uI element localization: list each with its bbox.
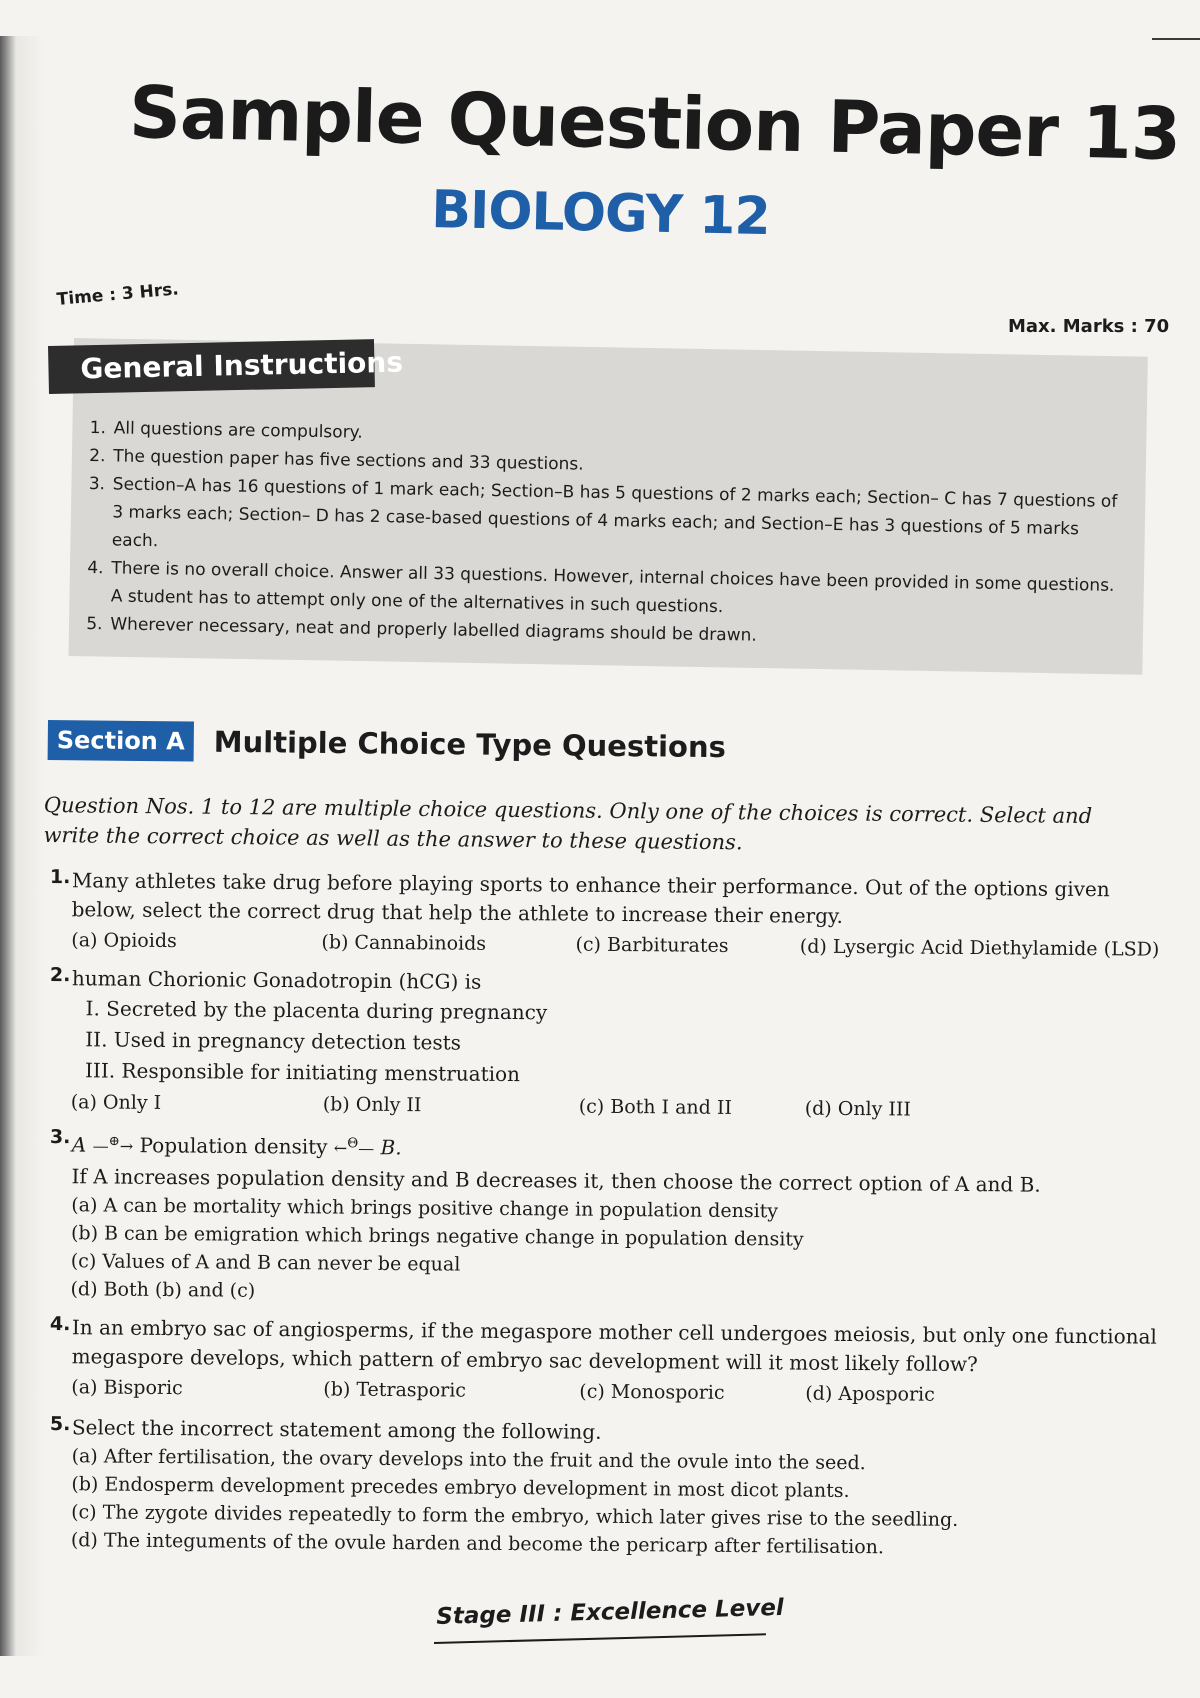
question-5 [49, 1413, 1160, 1564]
instruction-number: 5. [86, 613, 103, 635]
footer-underline [434, 1633, 766, 1644]
statement: III. Responsible for initiating menstruation [84, 1058, 521, 1087]
general-instructions-heading: General Instructions [48, 339, 375, 394]
equation-b: B. [380, 1135, 402, 1160]
max-marks: Max. Marks : 70 [1008, 316, 1170, 337]
statement: II. Used in pregnancy detection tests [85, 1027, 462, 1055]
instruction-number: 1. [89, 417, 107, 439]
page-footer: Stage III : Excellence Level [436, 1594, 785, 1630]
page-fold-mark [1152, 38, 1200, 40]
option-a: (a) After fertilisation, the ovary develops into the fruit and the ovule into the seed. [71, 1445, 866, 1475]
minus-sign: Θ [347, 1136, 359, 1152]
page-title: Sample Question Paper 13 [128, 70, 1181, 176]
general-instructions-list [86, 414, 1130, 656]
option-b: (b) B can be emigration which brings negative change in population density [70, 1222, 804, 1251]
option-a: (a) Opioids [71, 929, 177, 953]
instruction-text: All questions are compulsory. [113, 418, 363, 443]
instruction-number: 4. [87, 557, 104, 579]
question-number: 4. [49, 1313, 71, 1336]
section-tag: Section A [48, 720, 194, 762]
question-text: Select the incorrect statement among the following. [71, 1415, 602, 1445]
statement: I. Secreted by the placenta during pregnancy [85, 996, 548, 1025]
option-c: (c) Both I and II [578, 1095, 733, 1119]
instruction-number: 2. [89, 445, 106, 467]
option-d: (d) Only III [804, 1097, 912, 1121]
question-number: 5. [49, 1413, 71, 1436]
option-a: (a) A can be mortality which brings positive change in population density [71, 1194, 779, 1223]
question-number: 3. [49, 1126, 71, 1149]
option-d: (d) Both (b) and (c) [70, 1278, 256, 1303]
option-c: (c) Monosporic [579, 1380, 725, 1405]
question-text: If A increases population density and B decreases it, then choose the correct option of A and B. [71, 1164, 1041, 1197]
section-title: Multiple Choice Type Questions [213, 724, 727, 765]
option-b: (b) Cannabinoids [321, 931, 487, 955]
option-b: (b) Tetrasporic [323, 1378, 467, 1402]
option-b: (b) Only II [322, 1093, 422, 1117]
option-c: (c) The zygote divides repeatedly to form the embryo, which later gives rise to the seedling. [71, 1501, 959, 1532]
option-d: (d) Aposporic [805, 1382, 935, 1407]
instruction-text: Section–A has 16 questions of 1 mark each; Section–B has 5 questions of 2 marks each; Section– C has 7 questions of 3 marks each; Section– D has 2 case-based questions of 4 marks each; and Section–E has 3 questions of 5 marks each. [111, 474, 1118, 552]
option-d: (d) The integuments of the ovule harden and become the pericarp after fertilisation. [70, 1529, 885, 1559]
question-text: Many athletes take drug before playing sports to enhance their performance. Out of the options given below, select the correct drug that help the athlete to increase their energy. [71, 868, 1110, 928]
question-number: 1. [49, 866, 71, 889]
question-4 [49, 1313, 1160, 1413]
page-binding-edge [0, 36, 44, 1656]
instruction-text: Wherever necessary, neat and properly labelled diagrams should be drawn. [110, 614, 757, 646]
positive-arrow-icon: —⊕→ [92, 1134, 134, 1157]
section-directions: Question Nos. 1 to 12 are multiple choice questions. Only one of the choices is correct. Select and write the correct choice as well as the answer to these questions. [43, 792, 1093, 855]
option-b: (b) Endosperm development precedes embryo development in most dicot plants. [71, 1473, 850, 1503]
option-c: (c) Values of A and B can never be equal [70, 1250, 461, 1276]
question-list [49, 866, 1160, 1559]
question-text: In an embryo sac of angiosperms, if the megaspore mother cell undergoes meiosis, but only one functional megaspore develops, which pattern of embryo sac development will it most likely follow? [71, 1315, 1157, 1377]
exam-time: Time : 3 Hrs. [56, 279, 180, 310]
question-text: human Chorionic Gonadotropin (hCG) is [71, 966, 482, 994]
question-1 [49, 866, 1160, 966]
equation-a: A [71, 1132, 87, 1157]
option-a: (a) Bisporic [71, 1376, 183, 1400]
negative-arrow-icon: ←$^\Theta$— [333, 1136, 375, 1159]
question-number: 2. [49, 964, 71, 987]
plus-sign: ⊕ [108, 1134, 120, 1150]
section-a-header [48, 720, 726, 767]
option-d: (d) Lysergic Acid Diethylamide (LSD) [799, 935, 1160, 961]
instruction-text: The question paper has five sections and 33 questions. [113, 446, 584, 475]
option-c: (c) Barbiturates [575, 933, 729, 957]
instruction-number: 3. [88, 473, 106, 495]
question-2 [49, 964, 1160, 1128]
instruction-text: There is no overall choice. Answer all 33 questions. However, internal choices have been provided in some questions. A student has to attempt only one of the alternatives in such questions. [110, 558, 1115, 618]
option-a: (a) Only I [70, 1091, 162, 1114]
equation-middle: Population density [139, 1133, 328, 1159]
question-3 [48, 1126, 1160, 1313]
page-subtitle: BIOLOGY 12 [430, 180, 771, 248]
